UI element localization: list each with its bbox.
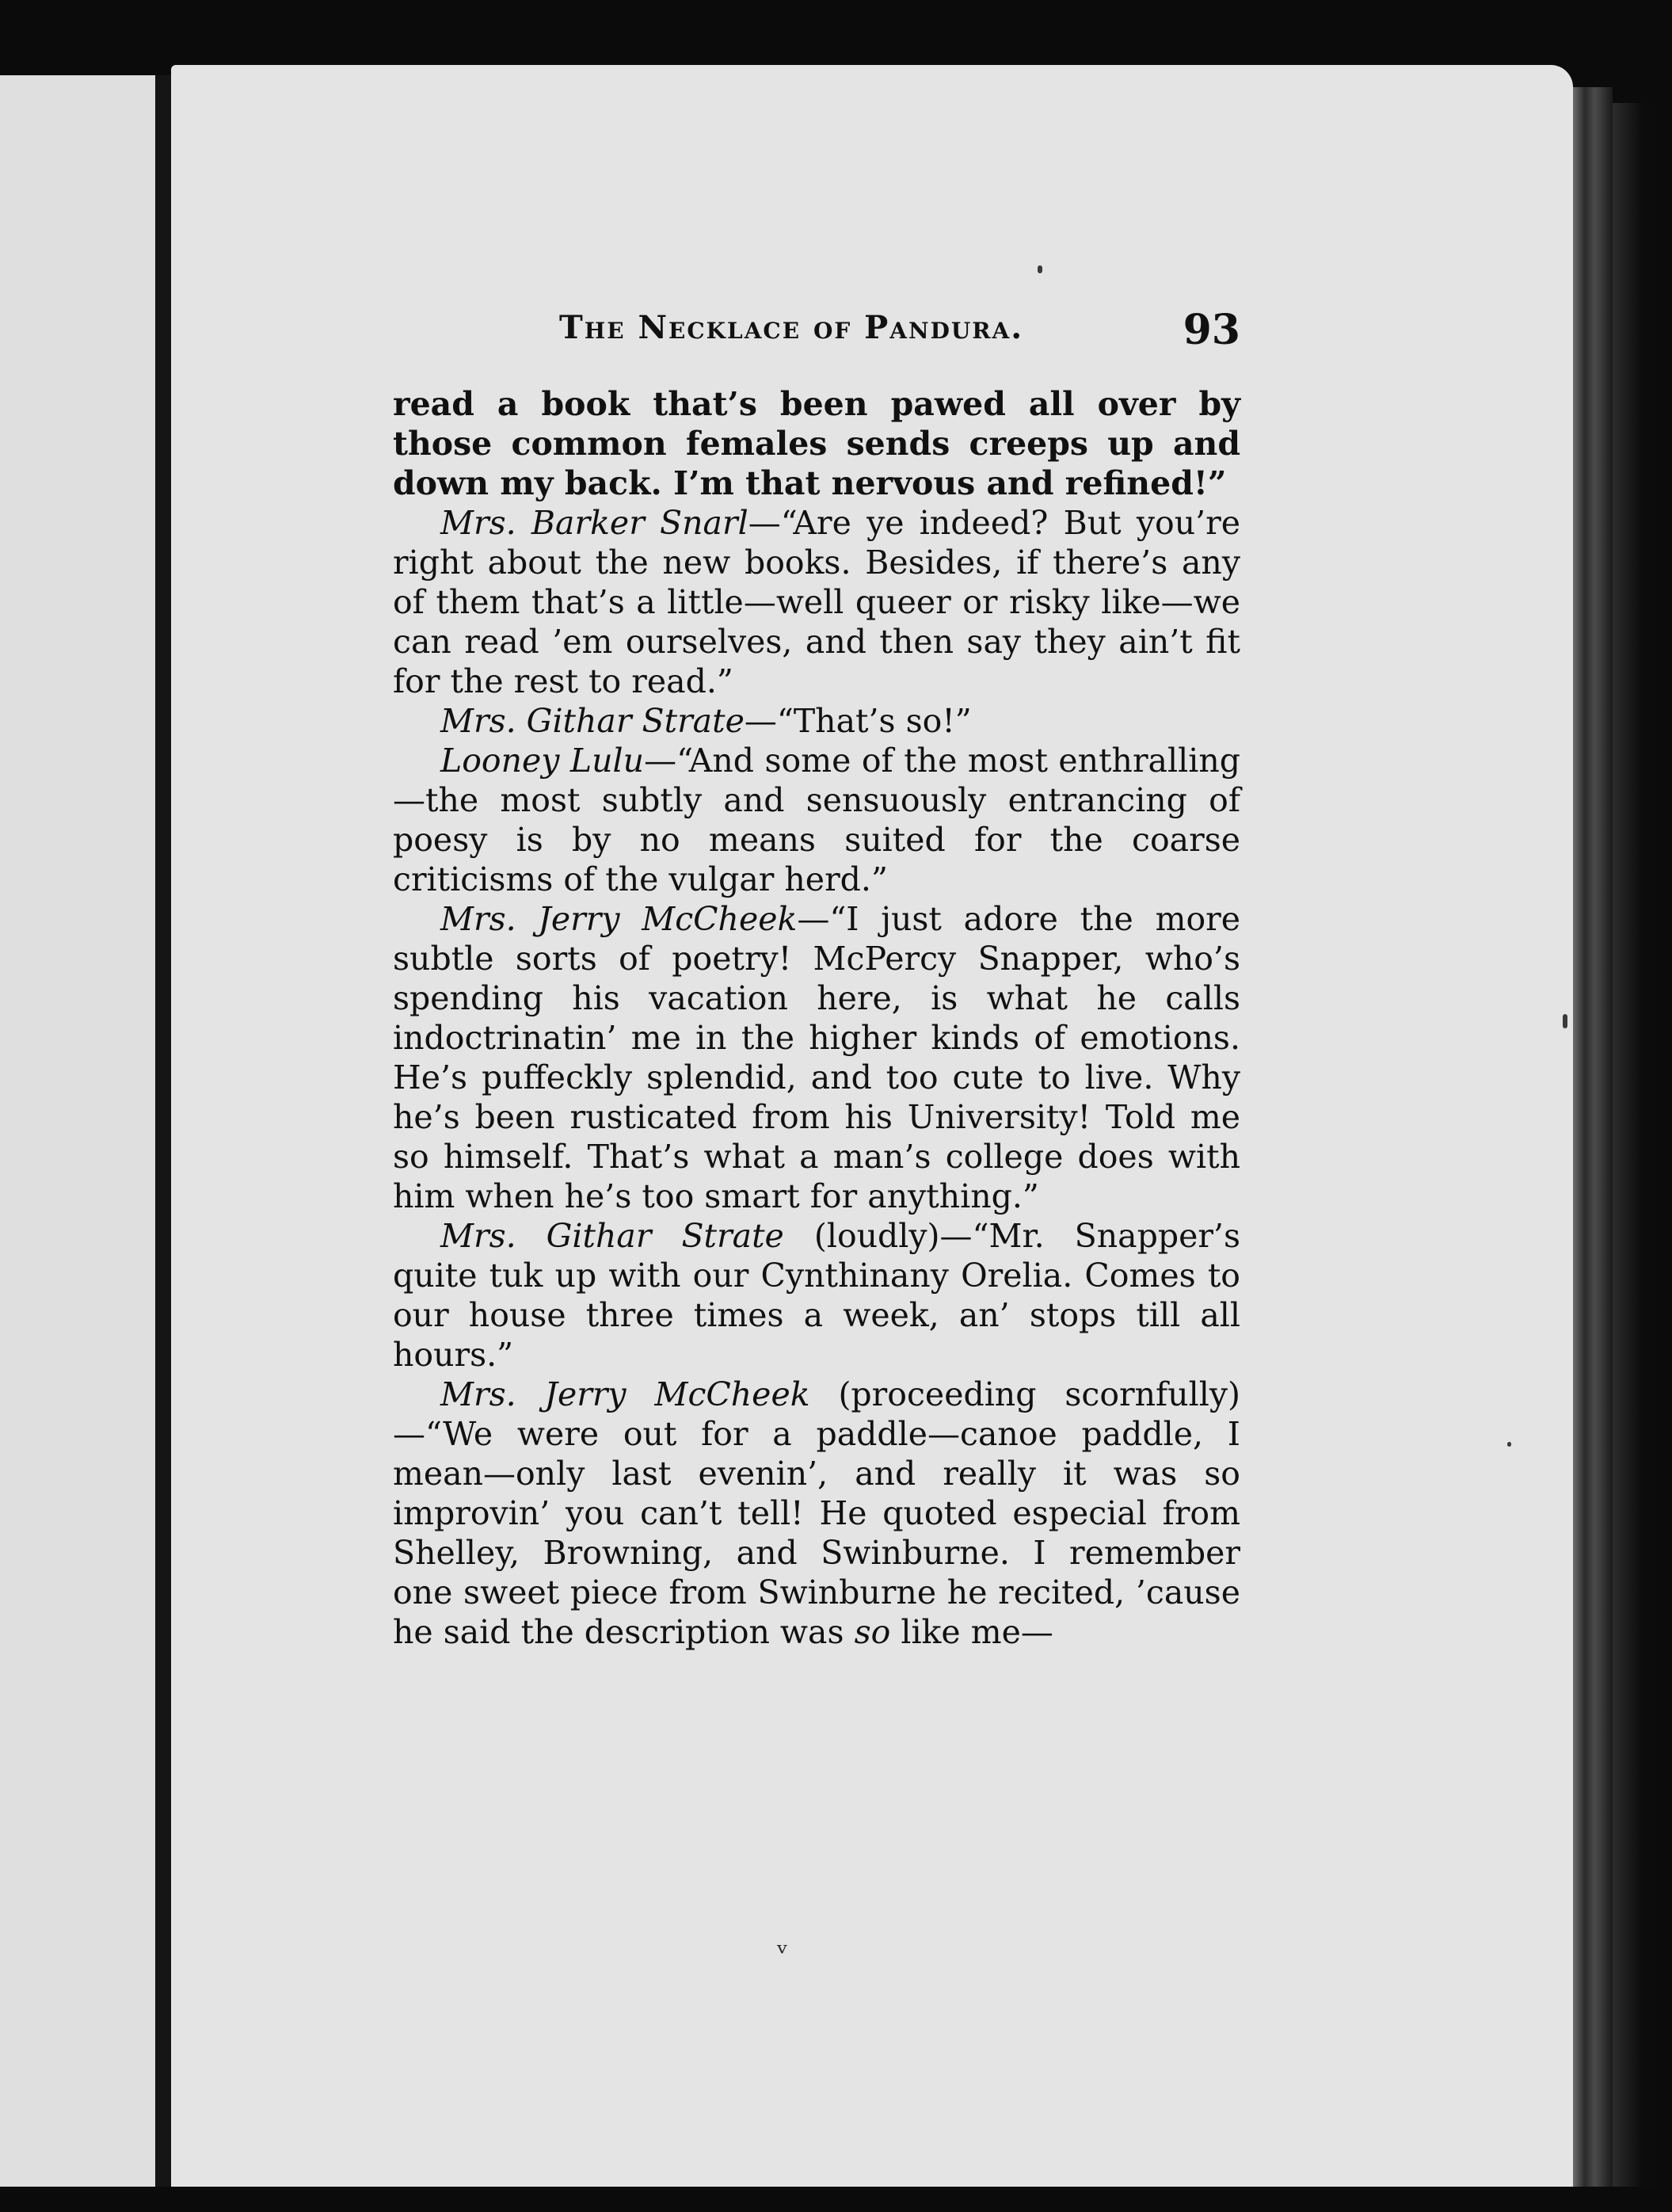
speck-mark bbox=[1563, 1014, 1567, 1028]
paragraph-text: (proceeding scornfully) —“We were out for a paddle—canoe paddle, I mean—only last evenin’, and really it was so improvin’ you can’t tell! He quoted especial from Shelley, Browning, and Swinburne. I remember one sweet piece from Swinburne he recited, ’cause he said the description was bbox=[393, 1375, 1240, 1651]
page-header bbox=[393, 301, 1240, 364]
page-stack-edge bbox=[1573, 87, 1613, 2187]
paragraph bbox=[393, 384, 1240, 503]
paragraph-text: (loudly)—“Mr. Snapper’s quite tuk up with our Cynthinany Orelia. Comes to our house three times a week, an’ stops till all hours.” bbox=[393, 1217, 1241, 1374]
signature-mark: ᵛ bbox=[777, 1937, 788, 1970]
emphasized-word: so bbox=[854, 1613, 891, 1651]
cover-edge bbox=[1613, 103, 1660, 2187]
running-title: The Necklace of Pandura. bbox=[559, 309, 1024, 346]
page-number: 93 bbox=[1183, 306, 1240, 354]
paragraph-text: —“Are ye indeed? But you’re right about the new books. Besides, if there’s any of them that’s a little—well queer or risky like—we can read ’em ourselves, and then say they ain’t fit for the rest to read.” bbox=[393, 504, 1240, 700]
speaker-name: Mrs. Barker Snarl bbox=[440, 504, 748, 542]
paragraph-text: —“I just adore the more subtle sorts of poetry! McPercy Snapper, who’s spending his vacation here, is what he calls indoctrinatin’ me in the higher kinds of emotions. He’s puffeckly splendid, and too cute to live. Why he’s been rusticated from his University! Told me so himself. That’s what a man’s college does with him when he’s too smart for anything.” bbox=[393, 900, 1240, 1215]
paragraph bbox=[393, 899, 1240, 1216]
paragraph-text: —“And some of the most enthralling—the most subtly and sensuously entrancing of poesy is by no means suited for the coarse criticisms of the vulgar herd.” bbox=[393, 742, 1240, 898]
speaker-name: Mrs. Jerry McCheek bbox=[440, 1375, 810, 1413]
speck-mark bbox=[1038, 265, 1042, 273]
speaker-name: Mrs. Githar Strate bbox=[440, 1217, 784, 1255]
left-page-edge bbox=[0, 75, 158, 2187]
speaker-name: Looney Lulu bbox=[440, 742, 645, 780]
speaker-name: Mrs. Githar Strate bbox=[440, 702, 745, 740]
binding-gutter bbox=[155, 75, 171, 2187]
paragraph bbox=[393, 701, 1240, 741]
paragraph bbox=[393, 1375, 1240, 1652]
scan-border bbox=[0, 2187, 1672, 2212]
paragraph-text: like me— bbox=[890, 1613, 1053, 1651]
paragraph bbox=[393, 1216, 1240, 1375]
paragraph bbox=[393, 741, 1240, 899]
speck-mark bbox=[1507, 1442, 1511, 1447]
body-text bbox=[393, 384, 1240, 1652]
paragraph-text: read a book that’s been pawed all over by those common females sends creeps up and down my back. I’m that nervous and refined!” bbox=[393, 385, 1240, 502]
speaker-name: Mrs. Jerry McCheek bbox=[440, 900, 798, 938]
paragraph bbox=[393, 503, 1240, 701]
paragraph-text: —“That’s so!” bbox=[744, 702, 972, 740]
